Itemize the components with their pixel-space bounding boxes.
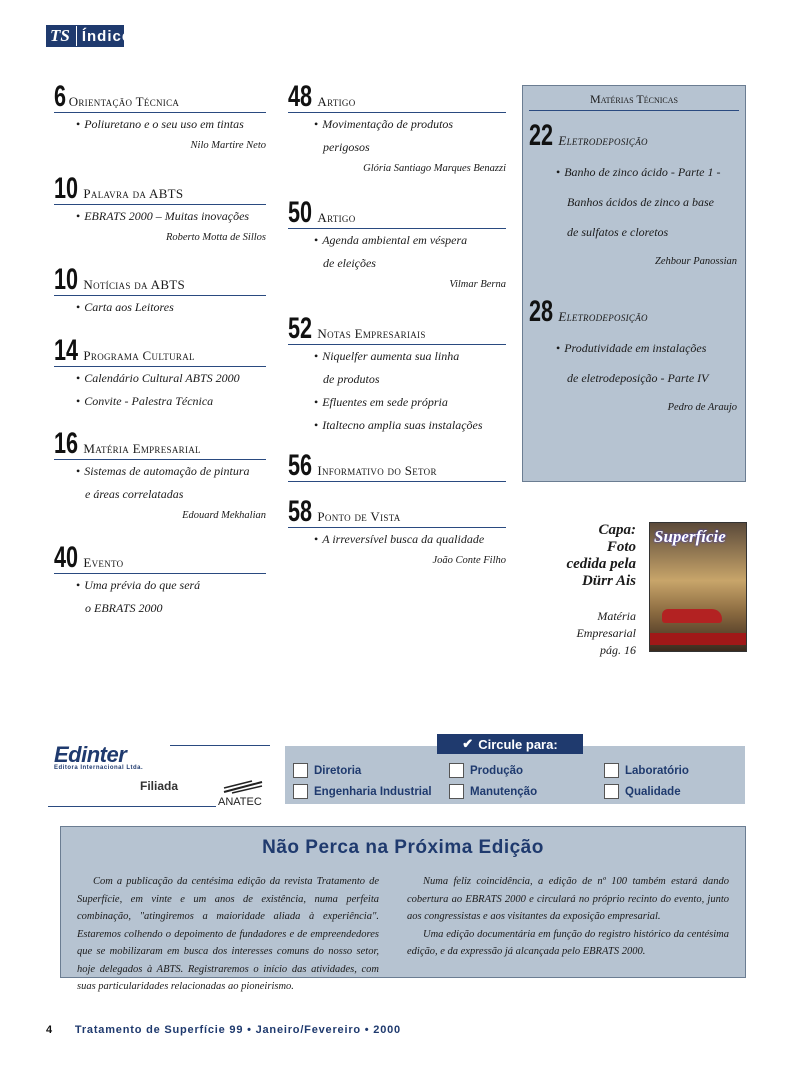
checkbox-label: Manutenção xyxy=(470,785,538,798)
checkbox-icon[interactable] xyxy=(293,784,308,799)
article-title: • Banho de zinco ácido - Parte 1 - xyxy=(556,165,721,179)
article-title: • Calendário Cultural ABTS 2000 xyxy=(76,371,240,385)
toc-entry[interactable] xyxy=(288,196,506,295)
divider xyxy=(48,806,216,807)
article-title: • Poliuretano e o seu uso em tintas xyxy=(76,117,244,131)
article-title: • Italtecno amplia suas instalações xyxy=(314,418,483,432)
checkbox-icon[interactable] xyxy=(604,784,619,799)
toc-entry[interactable] xyxy=(54,427,266,526)
checkbox-icon[interactable] xyxy=(449,763,464,778)
page-number: 10 xyxy=(54,263,79,296)
ts-logo: TS xyxy=(46,26,77,46)
article-title: • Produtividade em instalações xyxy=(556,341,707,355)
article-title: • A irreversível busca da qualidade xyxy=(314,532,485,546)
divider xyxy=(170,745,270,746)
page-footer xyxy=(46,1024,401,1036)
checkbox-label: Diretoria xyxy=(314,764,362,777)
cover-line: Foto xyxy=(606,539,636,555)
edinter-subtitle: Editora Internacional Ltda. xyxy=(54,765,144,771)
section-heading: Notícias da ABTS xyxy=(83,277,186,292)
toc-entry[interactable] xyxy=(54,541,266,620)
author: Edouard Mekhalian xyxy=(182,510,266,521)
section-heading: Eletrodeposição xyxy=(558,309,648,324)
page-number: 16 xyxy=(54,427,79,460)
toc-entry[interactable] xyxy=(54,334,266,413)
anatec-icon xyxy=(222,780,264,794)
next-edition-col2 xyxy=(407,873,729,961)
cover-ref: pág. 16 xyxy=(600,643,636,657)
section-heading: Palavra da ABTS xyxy=(83,186,184,201)
page-number: 10 xyxy=(54,172,79,205)
section-heading: Ponto de Vista xyxy=(317,509,401,524)
author: Vilmar Berna xyxy=(449,279,506,290)
article-title-cont: de eletrodeposição - Parte IV xyxy=(567,371,709,385)
edinter-logo: Edinter xyxy=(54,742,127,767)
technical-articles-panel xyxy=(522,85,746,482)
article-title: • Convite - Palestra Técnica xyxy=(76,394,214,408)
page-number: 6 xyxy=(54,80,67,113)
toc-entry[interactable] xyxy=(54,263,266,319)
anatec-logo: ANATEC xyxy=(218,796,262,808)
checkbox-label: Qualidade xyxy=(625,785,681,798)
page-number: 52 xyxy=(288,312,313,345)
checkbox-diretoria[interactable] xyxy=(293,763,361,778)
toc-entry[interactable] xyxy=(529,119,737,277)
section-heading: Evento xyxy=(83,555,124,570)
footer-text: Tratamento de Superfície 99 • Janeiro/Fevereiro • 2000 xyxy=(74,1024,401,1036)
checkbox-icon[interactable] xyxy=(449,784,464,799)
paragraph: Uma edição documentária em função do registro histórico da centésima edição, e da expressão já alcançada pelo EBRATS 2000. xyxy=(407,928,729,957)
next-edition-box xyxy=(60,826,746,992)
checkbox-icon[interactable] xyxy=(293,763,308,778)
toc-entry[interactable] xyxy=(288,449,506,482)
article-title: • Agenda ambiental em véspera xyxy=(314,233,468,247)
page-number: 48 xyxy=(288,80,313,113)
article-title: • Efluentes em sede própria xyxy=(314,395,448,409)
cover-line: Capa: xyxy=(598,522,636,538)
article-title: • Movimentação de produtos xyxy=(314,117,454,131)
section-heading: Orientação Técnica xyxy=(68,94,180,109)
toc-entry[interactable] xyxy=(288,80,506,179)
cover-line: Dürr Ais xyxy=(581,573,636,589)
page-number: 28 xyxy=(529,295,554,328)
filiada-label: Filiada xyxy=(140,779,179,793)
toc-entry[interactable] xyxy=(288,312,506,437)
checkbox-label: Engenharia Industrial xyxy=(314,785,432,798)
section-heading: Matéria Empresarial xyxy=(83,441,201,456)
author: Nilo Martire Neto xyxy=(190,140,266,151)
cover-ref: Matéria xyxy=(597,609,636,623)
article-title: • EBRATS 2000 – Muitas inovações xyxy=(76,209,250,223)
page-num: 4 xyxy=(46,1024,53,1036)
section-heading: Artigo xyxy=(317,94,356,109)
cover-strip xyxy=(650,633,746,645)
checkbox-engenharia[interactable] xyxy=(293,784,432,799)
toc-entry[interactable] xyxy=(288,495,506,571)
routing-label-text: Circule para: xyxy=(478,736,558,752)
paragraph: Com a publicação da centésima edição da revista Tratamento de Superfície, em vinte e um anos de existência, numa perfeita combinação, "atingiremos a maioridade aliada à experiência". Estaremos colhendo o depoimento de fundadores e de empreendedores que se mobilizaram em busca dos interesses comuns do nosso setor, hoje delegados à ABTS. Registraremos o início das atividades, com suas particularidades relacionadas ao pioneirismo. xyxy=(77,876,379,992)
page-number: 40 xyxy=(54,541,79,574)
article-title-cont: de produtos xyxy=(323,372,380,386)
article-title-cont: e áreas correlatadas xyxy=(85,487,184,501)
toc-entry[interactable] xyxy=(54,80,266,156)
check-icon: ✔ xyxy=(462,736,474,751)
cover-caption xyxy=(548,522,636,659)
checkbox-laboratorio[interactable] xyxy=(604,763,689,778)
paragraph: Numa feliz coincidência, a edição de nº 100 também estará dando cobertura ao EBRATS 2000 e circulará no próprio recinto do evento, junto aos congressistas e aos visitantes da exposição empresarial. xyxy=(407,876,729,922)
page-number: 14 xyxy=(54,334,79,367)
routing-label xyxy=(437,734,583,754)
page-number: 50 xyxy=(288,196,313,229)
article-title-cont: perigosos xyxy=(323,140,370,154)
checkbox-label: Laboratório xyxy=(625,764,689,777)
panel-heading: Matérias Técnicas xyxy=(529,92,739,111)
author: Roberto Motta de Sillos xyxy=(165,232,266,243)
article-title-cont: o EBRATS 2000 xyxy=(85,601,163,615)
car-graphic xyxy=(662,609,722,623)
cover-masthead: Superfície xyxy=(654,527,726,546)
author: João Conte Filho xyxy=(432,555,506,566)
checkbox-manutencao[interactable] xyxy=(449,784,537,799)
article-title: • Sistemas de automação de pintura xyxy=(76,464,250,478)
article-title-cont: Banhos ácidos de zinco a base xyxy=(567,195,714,209)
page-number: 22 xyxy=(529,119,554,152)
article-title: • Uma prévia do que será xyxy=(76,578,201,592)
section-title: Índice xyxy=(81,27,132,45)
article-title-cont: de sulfatos e cloretos xyxy=(567,225,669,239)
author: Zehbour Panossian xyxy=(655,256,737,267)
page-number: 56 xyxy=(288,449,313,482)
page-number: 58 xyxy=(288,495,313,528)
cover-ref: Empresarial xyxy=(576,626,636,640)
next-edition-title: Não Perca na Próxima Edição xyxy=(262,837,544,858)
author: Glória Santiago Marques Benazzi xyxy=(363,163,506,174)
checkbox-producao[interactable] xyxy=(449,763,523,778)
checkbox-icon[interactable] xyxy=(604,763,619,778)
cover-image[interactable] xyxy=(649,522,747,652)
cover-line: cedida pela xyxy=(566,556,636,572)
checkbox-qualidade[interactable] xyxy=(604,784,681,799)
checkbox-label: Produção xyxy=(470,764,524,777)
section-heading: Eletrodeposição xyxy=(558,133,648,148)
author: Pedro de Araujo xyxy=(667,402,737,413)
section-heading: Artigo xyxy=(317,210,356,225)
section-heading: Informativo do Setor xyxy=(317,463,437,478)
next-edition-col1 xyxy=(77,873,379,996)
article-title: • Niquelfer aumenta sua linha xyxy=(314,349,460,363)
article-title-cont: de eleições xyxy=(323,256,376,270)
toc-entry[interactable] xyxy=(54,172,266,248)
section-logo xyxy=(46,25,132,47)
section-heading: Notas Empresariais xyxy=(317,326,426,341)
section-heading: Programa Cultural xyxy=(83,348,195,363)
article-title: • Carta aos Leitores xyxy=(76,300,174,314)
toc-entry[interactable] xyxy=(529,295,737,423)
